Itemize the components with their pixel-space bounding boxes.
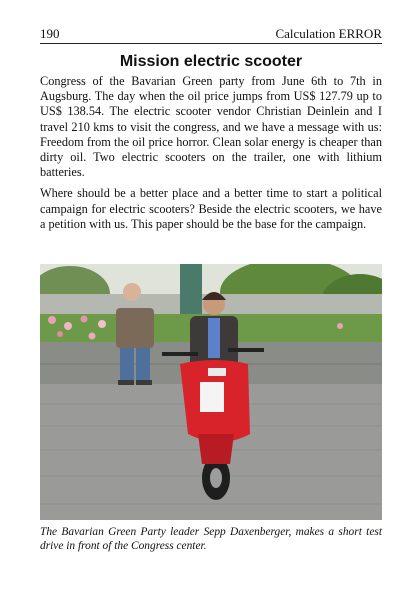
- page-number: 190: [40, 26, 60, 41]
- header-rule: [40, 43, 382, 44]
- scooter-photo: [40, 264, 382, 520]
- article-title: Mission electric scooter: [119, 53, 303, 70]
- article-body: [40, 74, 382, 238]
- page-header: [40, 26, 382, 42]
- paragraph-1: Congress of the Bavarian Green party from June 6th to 7th in Augsburg. The day when the oil price jumps from US$ 127.79 up to US$ 138.54. The electric scooter vendor Christian Deinlein and I travel 210 kms to visit the congress, and we have a message with us: Freedom from the oil price horror. Clean solar energy is cheaper than dirty oil. Two electric scooters on the trailer, one with lithium batteries.: [40, 74, 382, 180]
- photo-illustration: [40, 264, 382, 520]
- paragraph-2: Where should be a better place and a better time to start a political campaign for electric scooters? Beside the electric scooters, we have a petition with us. This paper should be the base for the campaign.: [40, 186, 382, 231]
- running-title: Calculation ERROR: [275, 26, 382, 41]
- figure-caption: The Bavarian Green Party leader Sepp Daxenberger, makes a short test drive in front of the Congress center.: [40, 526, 382, 552]
